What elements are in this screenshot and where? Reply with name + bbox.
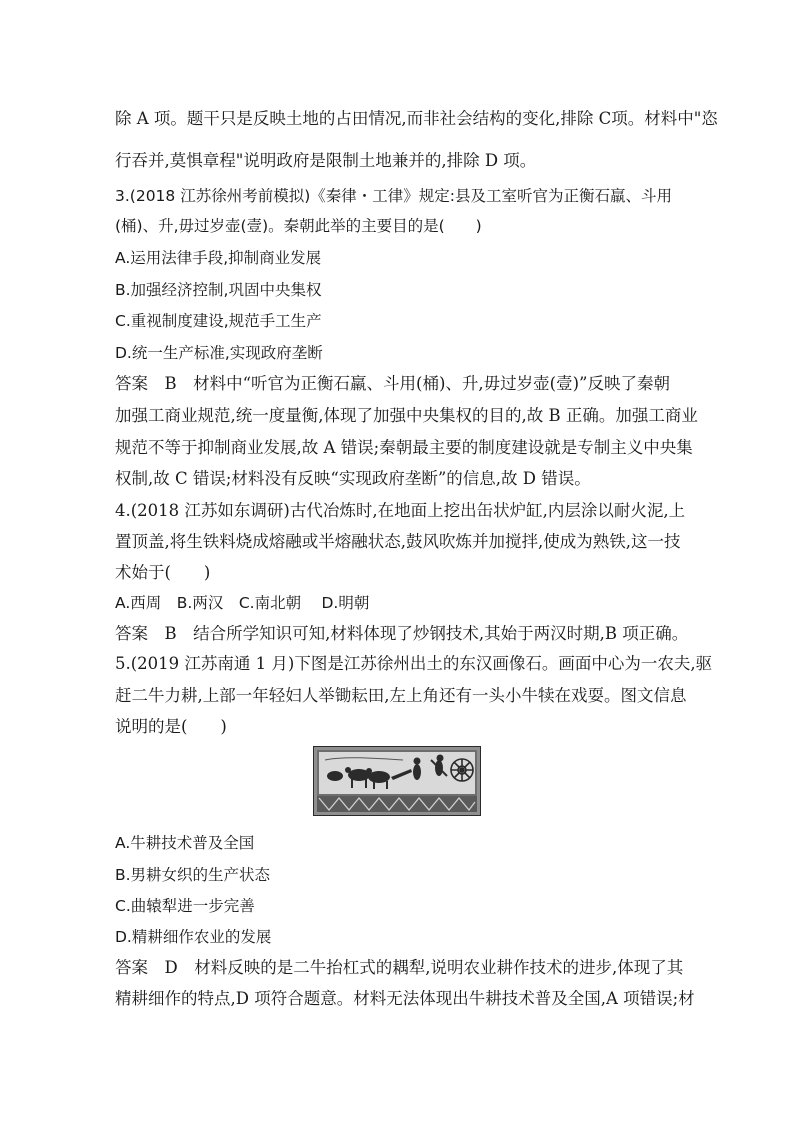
question-5-stem: 5.(2019 江苏南通 1 月)下图是江苏徐州出土的东汉画像石。画面中心为一农夫,驱 bbox=[115, 654, 713, 673]
question-4-answer: 答案 B 结合所学知识可知,材料体现了炒钢技术,其始于两汉时期,B 项正确。 bbox=[115, 624, 689, 643]
question-5-answer: 答案 D 材料反映的是二牛抬杠式的耦犁,说明农业耕作技术的进步,体现了其 bbox=[115, 958, 684, 977]
text-line: 除 A 项。题干只是反映土地的占田情况,而非社会结构的变化,排除 C项。材料中"恣 bbox=[115, 109, 718, 128]
question-5-option-c: C.曲辕犁进一步完善 bbox=[115, 897, 255, 915]
question-3-option-d: D.统一生产标准,实现政府垄断 bbox=[115, 344, 323, 362]
question-3-answer: 答案 B 材料中“听官为正衡石羸、斗用(桶)、升,毋过岁壶(壹)”反映了秦朝 bbox=[115, 374, 670, 393]
text-line: 行吞并,莫惧章程"说明政府是限制土地兼并的,排除 D 项。 bbox=[115, 151, 537, 170]
question-4-stem: 术始于( ) bbox=[115, 563, 211, 582]
question-4-options: A.西周 B.两汉 C.南北朝 D.明朝 bbox=[115, 594, 370, 612]
han-stone-relief-image bbox=[313, 746, 481, 816]
question-5-option-d: D.精耕细作农业的发展 bbox=[115, 928, 272, 946]
question-3-answer: 规范不等于抑制商业发展,故 A 错误;秦朝最主要的制度建设就是专制主义中央集 bbox=[115, 438, 693, 457]
question-4-stem: 4.(2018 江苏如东调研)古代冶炼时,在地面上挖出缶状炉缸,内层涂以耐火泥,上 bbox=[115, 501, 686, 520]
question-3-answer: 加强工商业规范,统一度量衡,体现了加强中央集权的目的,故 B 正确。加强工商业 bbox=[115, 406, 698, 425]
question-5-option-b: B.男耕女织的生产状态 bbox=[115, 866, 271, 884]
question-3-answer: 权制,故 C 错误;材料没有反映“实现政府垄断”的信息,故 D 错误。 bbox=[115, 469, 591, 488]
question-5-stem: 赶二牛力耕,上部一年轻妇人举锄耘田,左上角还有一头小牛犊在戏耍。图文信息 bbox=[115, 686, 687, 705]
question-3-stem: (桶)、升,毋过岁壶(壹)。秦朝此举的主要目的是( ) bbox=[115, 217, 482, 235]
question-4-stem: 置顶盖,将生铁料烧成熔融或半熔融状态,鼓风吹炼并加搅拌,使成为熟铁,这一技 bbox=[115, 532, 681, 551]
question-3-option-c: C.重视制度建设,规范手工生产 bbox=[115, 312, 322, 330]
question-5-stem: 说明的是( ) bbox=[115, 717, 227, 736]
question-3-option-a: A.运用法律手段,抑制商业发展 bbox=[115, 249, 322, 267]
question-5-option-a: A.牛耕技术普及全国 bbox=[115, 834, 255, 852]
question-5-answer: 精耕细作的特点,D 项符合题意。材料无法体现出牛耕技术普及全国,A 项错误;材 bbox=[115, 989, 695, 1008]
question-3-stem: 3.(2018 江苏徐州考前模拟)《秦律・工律》规定:县及工室听官为正衡石羸、斗用 bbox=[115, 187, 672, 205]
question-3-option-b: B.加强经济控制,巩固中央集权 bbox=[115, 281, 322, 299]
